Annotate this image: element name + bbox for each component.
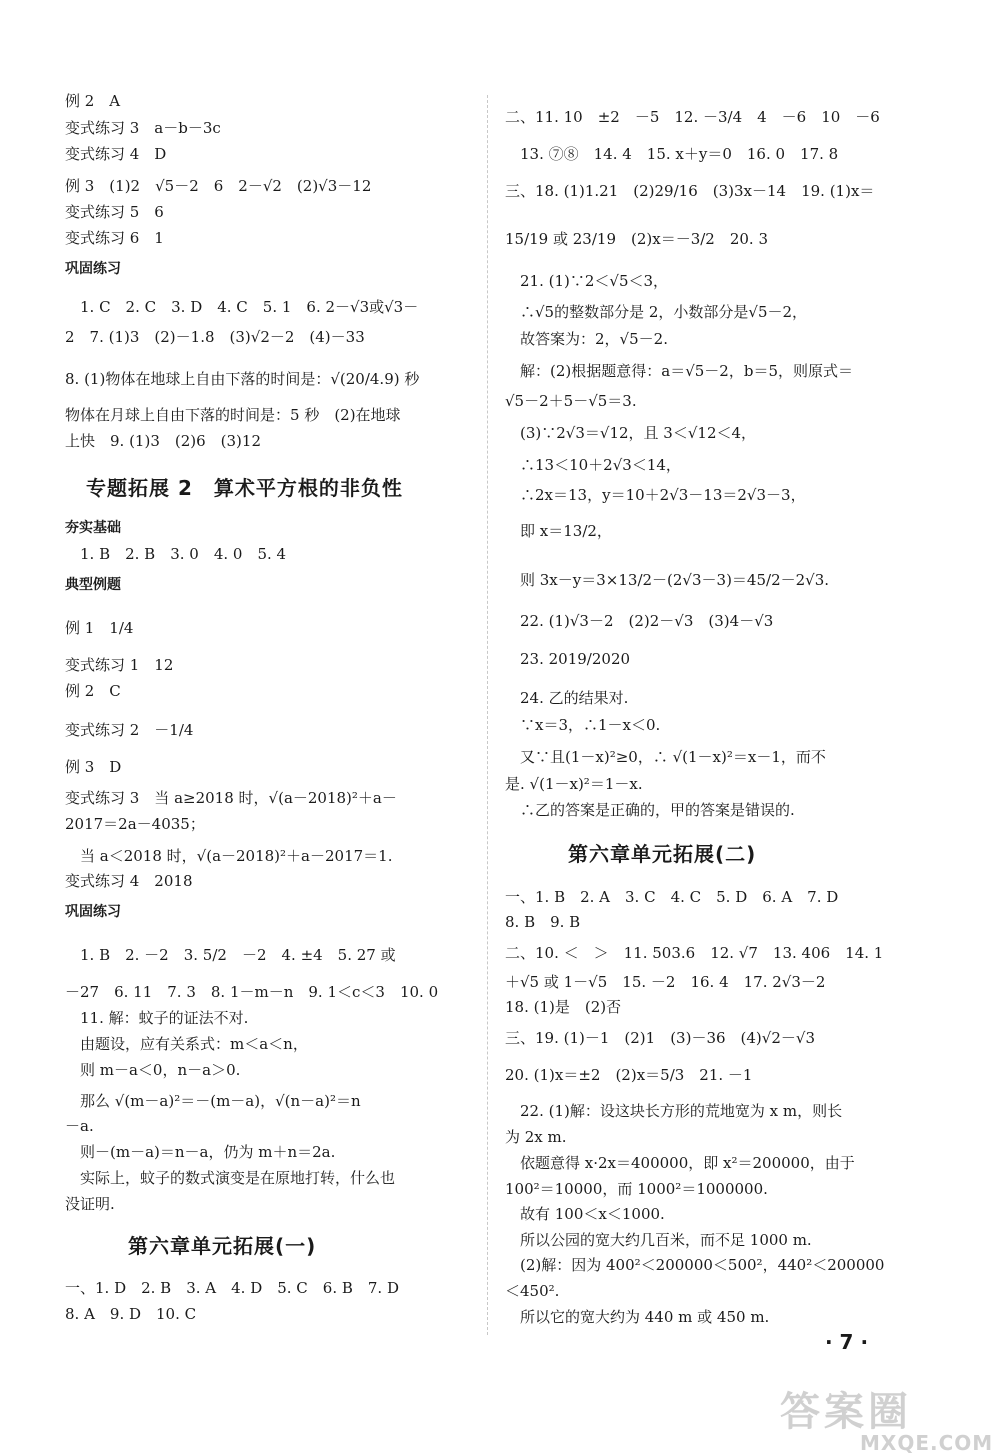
- left-answer-line: 例 3 (1)2 √5－2 6 2－√2 (2)√3－12: [65, 177, 372, 195]
- left-answer-line: 实际上，蚊子的数式演变是在原地打转，什么也: [65, 1169, 396, 1187]
- right-answer-line: 故答案为：2，√5－2.: [505, 330, 668, 348]
- right-answer-line: 依题意得 x·2x＝400000，即 x²＝200000，由于: [505, 1154, 855, 1172]
- left-answer-line: 一、1. D 2. B 3. A 4. D 5. C 6. B 7. D: [65, 1279, 399, 1297]
- left-answer-line: 那么 √(m－a)²＝－(m－a)，√(n－a)²＝n: [65, 1092, 361, 1110]
- right-answer-line: 三、19. (1)－1 (2)1 (3)－36 (4)√2－√3: [505, 1029, 815, 1047]
- right-answer-line: 是. √(1－x)²＝1－x.: [505, 775, 643, 793]
- column-divider: [487, 95, 488, 1335]
- right-answer-line: 则 3x－y＝3×13/2－(2√3－3)＝45/2－2√3.: [505, 571, 830, 589]
- left-answer-line: 变式练习 3 当 a≥2018 时，√(a－2018)²＋a－: [65, 789, 397, 807]
- right-answer-line: 解：(2)根据题意得：a＝√5－2，b＝5，则原式＝: [505, 362, 853, 380]
- page-number: · 7 ·: [825, 1330, 869, 1354]
- left-answer-line: 专题拓展 2 算术平方根的非负性: [65, 476, 403, 500]
- right-answer-line: 20. (1)x＝±2 (2)x＝5/3 21. －1: [505, 1066, 753, 1084]
- left-answer-line: 8. (1)物体在地球上自由下落的时间是：√(20/4.9) 秒: [65, 370, 420, 388]
- left-answer-line: 8. A 9. D 10. C: [65, 1305, 197, 1323]
- right-answer-line: 第六章单元拓展(二): [505, 842, 757, 866]
- left-answer-line: 变式练习 6 1: [65, 229, 164, 247]
- right-answer-line: 24. 乙的结果对.: [505, 689, 629, 707]
- left-answer-line: 第六章单元拓展(一): [65, 1234, 317, 1258]
- right-answer-line: 二、10. ＜ ＞ 11. 503.6 12. √7 13. 406 14. 1: [505, 944, 884, 962]
- right-answer-line: ∴√5的整数部分是 2，小数部分是√5－2，: [505, 303, 808, 321]
- right-answer-line: 8. B 9. B: [505, 913, 581, 931]
- right-answer-line: 15/19 或 23/19 (2)x＝－3/2 20. 3: [505, 230, 769, 248]
- right-answer-line: 即 x＝13/2，: [505, 522, 612, 540]
- right-answer-line: 22. (1)解：设这块长方形的荒地宽为 x m，则长: [505, 1102, 843, 1120]
- right-answer-line: ＜450².: [505, 1282, 560, 1300]
- right-answer-line: √5－2＋5－√5＝3.: [505, 392, 637, 410]
- right-answer-line: ＋√5 或 1－√5 15. －2 16. 4 17. 2√3－2: [505, 973, 826, 991]
- left-answer-line: 变式练习 5 6: [65, 203, 164, 221]
- left-answer-line: 上快 9. (1)3 (2)6 (3)12: [65, 432, 261, 450]
- left-answer-line: 变式练习 4 D: [65, 145, 167, 163]
- left-answer-line: 例 1 1/4: [65, 619, 134, 637]
- right-answer-line: (3)∵2√3＝√12，且 3＜√12＜4，: [505, 424, 757, 442]
- right-answer-line: 22. (1)√3－2 (2)2－√3 (3)4－√3: [505, 612, 774, 630]
- left-answer-line: 变式练习 2 －1/4: [65, 721, 194, 739]
- right-answer-line: 二、11. 10 ±2 －5 12. －3/4 4 －6 10 －6: [505, 108, 880, 126]
- left-answer-line: 物体在月球上自由下落的时间是：5 秒 (2)在地球: [65, 406, 401, 424]
- left-answer-line: 例 3 D: [65, 758, 122, 776]
- right-answer-line: 所以它的宽大约为 440 m 或 450 m.: [505, 1308, 770, 1326]
- left-answer-line: 夯实基础: [65, 520, 121, 536]
- right-answer-line: 三、18. (1)1.21 (2)29/16 (3)3x－14 19. (1)x＝: [505, 182, 875, 200]
- left-answer-line: 没证明.: [65, 1195, 115, 1213]
- left-answer-line: 由题设，应有关系式：m＜a＜n，: [65, 1035, 308, 1053]
- left-answer-line: 1. B 2. －2 3. 5/2 －2 4. ±4 5. 27 或: [65, 946, 396, 964]
- left-answer-line: 2 7. (1)3 (2)－1.8 (3)√2－2 (4)－33: [65, 328, 365, 346]
- right-answer-line: 故有 100＜x＜1000.: [505, 1205, 665, 1223]
- right-answer-line: 18. (1)是 (2)否: [505, 998, 622, 1016]
- watermark-text: 答案圈: [780, 1389, 912, 1435]
- left-answer-line: 例 2 A: [65, 92, 121, 110]
- right-answer-line: (2)解：因为 400²＜200000＜500²，440²＜200000: [505, 1256, 885, 1274]
- left-answer-line: 则 m－a＜0，n－a＞0.: [65, 1061, 241, 1079]
- left-answer-line: 1. C 2. C 3. D 4. C 5. 1 6. 2－√3或√3－: [65, 298, 419, 316]
- left-answer-line: 变式练习 4 2018: [65, 872, 193, 890]
- left-answer-line: 变式练习 1 12: [65, 656, 174, 674]
- left-answer-line: 2017＝2a－4035；: [65, 815, 205, 833]
- right-answer-line: ∵x＝3，∴1－x＜0.: [505, 716, 661, 734]
- right-answer-line: ∴乙的答案是正确的，甲的答案是错误的.: [505, 801, 795, 819]
- watermark-logo: [780, 1380, 993, 1455]
- right-answer-line: 100²＝10000，而 1000²＝1000000.: [505, 1180, 768, 1198]
- left-answer-line: 变式练习 3 a－b－3c: [65, 119, 221, 137]
- right-answer-line: ∴13＜10＋2√3＜14，: [505, 456, 681, 474]
- left-answer-line: 1. B 2. B 3. 0 4. 0 5. 4: [65, 545, 287, 563]
- left-answer-line: 巩固练习: [65, 261, 121, 277]
- watermark-url: MXQE.COM: [860, 1431, 994, 1455]
- left-answer-line: －a.: [65, 1117, 94, 1135]
- right-answer-line: 13. ⑦⑧ 14. 4 15. x＋y＝0 16. 0 17. 8: [505, 145, 839, 163]
- left-answer-line: 例 2 C: [65, 682, 121, 700]
- left-answer-line: 典型例题: [65, 577, 121, 593]
- right-answer-line: 所以公园的宽大约几百米，而不足 1000 m.: [505, 1231, 812, 1249]
- right-answer-line: 23. 2019/2020: [505, 650, 631, 668]
- right-answer-line: 21. (1)∵2＜√5＜3，: [505, 272, 669, 290]
- right-answer-line: ∴2x＝13，y＝10＋2√3－13＝2√3－3，: [505, 486, 806, 504]
- left-answer-line: －27 6. 11 7. 3 8. 1－m－n 9. 1＜c＜3 10. 0: [65, 983, 439, 1001]
- left-answer-line: 巩固练习: [65, 904, 121, 920]
- right-answer-line: 一、1. B 2. A 3. C 4. C 5. D 6. A 7. D: [505, 888, 839, 906]
- right-answer-line: 为 2x m.: [505, 1128, 567, 1146]
- left-answer-line: 11. 解：蚊子的证法不对.: [65, 1009, 249, 1027]
- left-answer-line: 当 a＜2018 时，√(a－2018)²＋a－2017＝1.: [65, 847, 393, 865]
- left-answer-line: 则－(m－a)＝n－a，仍为 m＋n＝2a.: [65, 1143, 336, 1161]
- right-answer-line: 又∵且(1－x)²≥0，∴ √(1－x)²＝x－1，而不: [505, 748, 826, 766]
